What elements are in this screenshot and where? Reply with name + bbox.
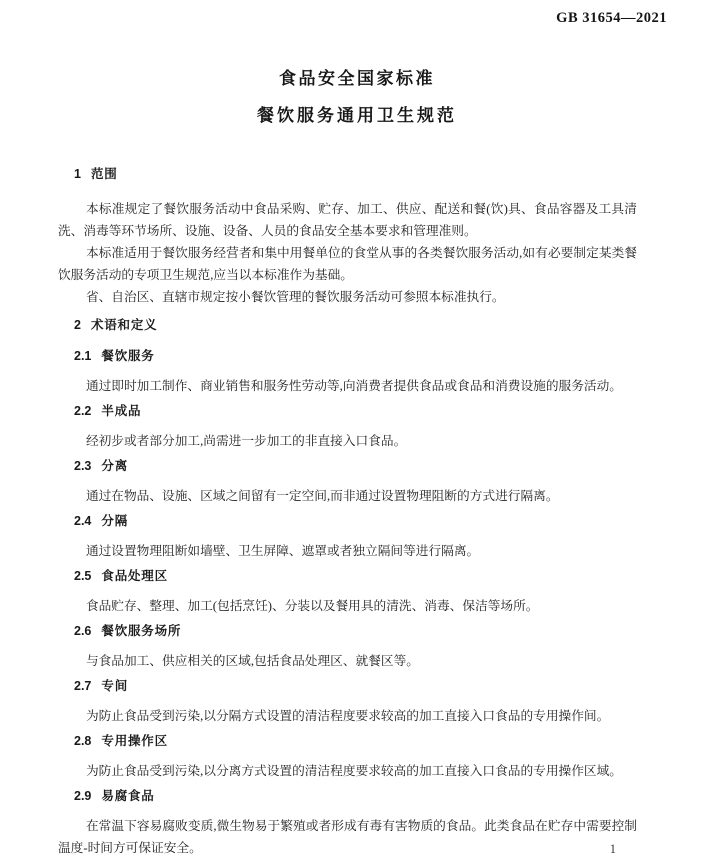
term-definition: 在常温下容易腐败变质,微生物易于繁殖或者形成有毒有害物质的食品。此类食品在贮存中需要控制温度-时间方可保证安全。 [58,819,637,855]
term-definition: 通过设置物理阻断如墙壁、卫生屏障、遮罩或者独立隔间等进行隔离。 [85,544,480,558]
term-number: 2.3 [74,459,92,473]
term-block-2-8 [58,732,637,782]
term-number: 2.6 [74,624,92,638]
term-heading [74,512,637,530]
term-block-2-7 [58,677,637,727]
term-heading [74,567,637,585]
section-2-heading [74,316,637,334]
term-title: 分隔 [101,514,128,528]
term-title: 餐饮服务 [101,349,155,363]
term-title: 食品处理区 [101,569,168,583]
term-block-2-4 [58,512,637,562]
term-title: 分离 [101,459,128,473]
term-block-2-6 [58,622,637,672]
section-1-number: 1 [74,167,81,181]
term-definition: 与食品加工、供应相关的区域,包括食品处理区、就餐区等。 [85,654,419,668]
term-definition: 通过在物品、设施、区域之间留有一定空间,而非通过设置物理阻断的方式进行隔离。 [85,489,559,503]
document-title: 食品安全国家标准 [279,69,435,88]
term-number: 2.8 [74,734,92,748]
term-title: 半成品 [101,404,142,418]
term-number: 2.7 [74,679,92,693]
section-1-paragraph: 本标准规定了餐饮服务活动中食品采购、贮存、加工、供应、配送和餐(饮)具、食品容器及工具清洗、消毒等环节场所、设施、设备、人员的食品安全基本要求和管理准则。 [58,202,637,238]
section-1-heading [74,165,637,183]
term-block-2-2 [58,402,637,452]
term-heading [74,457,637,475]
term-heading [74,402,637,420]
section-2-title: 术语和定义 [90,318,158,332]
term-definition: 为防止食品受到污染,以分离方式设置的清洁程度要求较高的加工直接入口食品的专用操作区域。 [85,764,622,778]
term-number: 2.4 [74,514,92,528]
term-block-2-3 [58,457,637,507]
term-definition: 通过即时加工制作、商业销售和服务性劳动等,向消费者提供食品或食品和消费设施的服务活动。 [85,379,622,393]
section-1-paragraph: 省、自治区、直辖市规定按小餐饮管理的餐饮服务活动可参照本标准执行。 [85,290,505,304]
term-number: 2.1 [74,349,92,363]
term-heading [74,622,637,640]
term-block-2-5 [58,567,637,617]
term-title: 专用操作区 [101,734,168,748]
document-header [0,0,714,27]
document-subtitle: 餐饮服务通用卫生规范 [257,106,457,125]
section-1-title: 范围 [90,167,118,181]
term-definition: 经初步或者部分加工,尚需进一步加工的非直接入口食品。 [85,434,407,448]
term-block-2-1 [58,347,637,397]
term-number: 2.5 [74,569,92,583]
section-2-number: 2 [74,318,81,332]
term-number: 2.2 [74,404,92,418]
section-1-paragraph: 本标准适用于餐饮服务经营者和集中用餐单位的食堂从事的各类餐饮服务活动,如有必要制定某类餐饮服务活动的专项卫生规范,应当以本标准作为基础。 [58,246,637,282]
term-block-2-9 [58,787,637,859]
doc-number: GB 31654—2021 [556,10,667,26]
term-heading [74,787,637,805]
term-title: 易腐食品 [101,789,155,803]
term-number: 2.9 [74,789,92,803]
term-title: 餐饮服务场所 [101,624,182,638]
term-heading [74,347,637,365]
document-body [0,165,714,859]
page-number: 1 [609,842,616,856]
term-heading [74,677,637,695]
term-definition: 为防止食品受到污染,以分隔方式设置的清洁程度要求较高的加工直接入口食品的专用操作间。 [85,709,610,723]
term-title: 专间 [101,679,128,693]
term-definition: 食品贮存、整理、加工(包括烹饪)、分装以及餐用具的清洗、消毒、保洁等场所。 [85,599,539,613]
term-heading [74,732,637,750]
